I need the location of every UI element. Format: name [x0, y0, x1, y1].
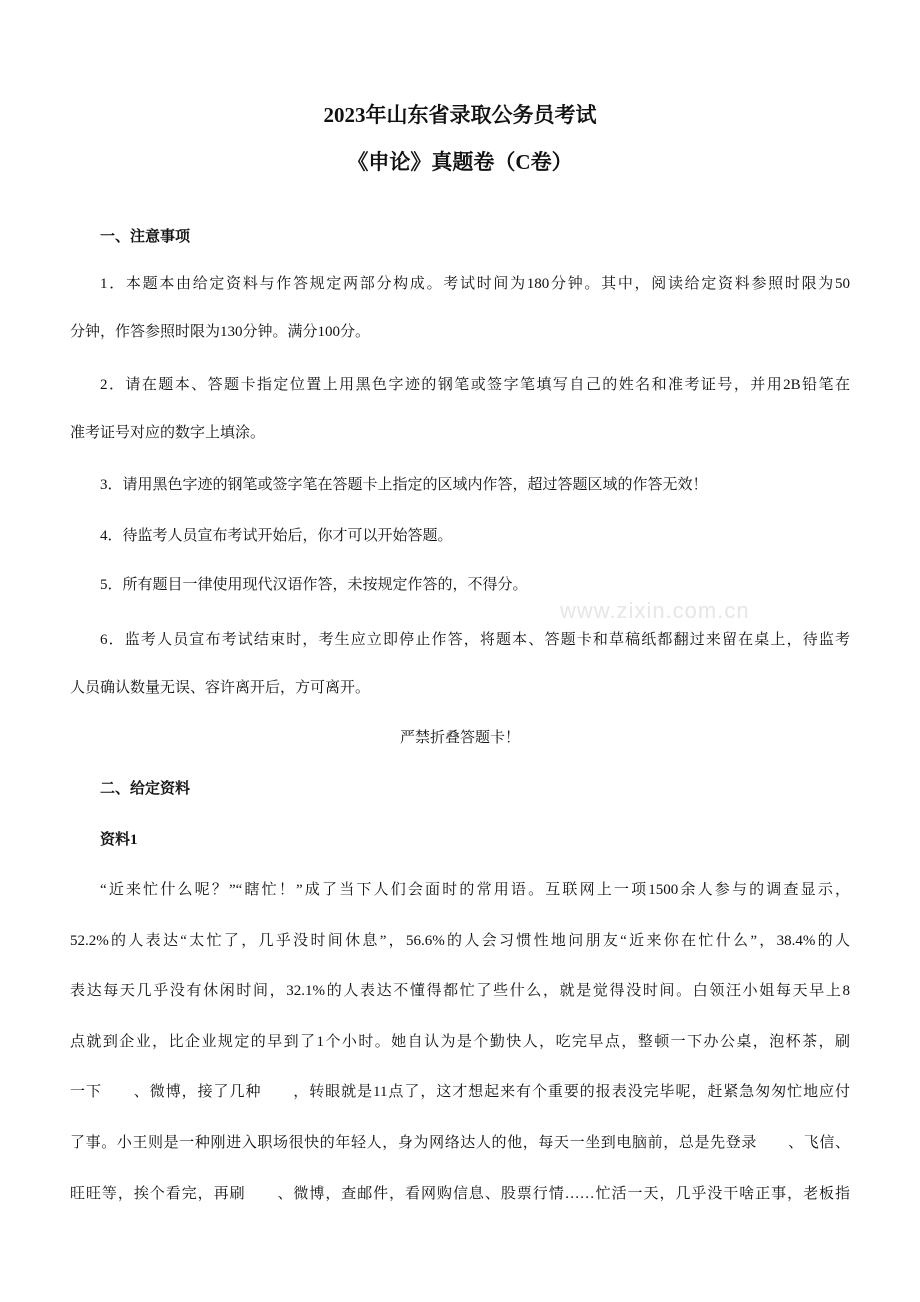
watermark: www.zixin.com.cn — [560, 598, 750, 623]
note-item-1-line-1: 1．本题本由给定资料与作答规定两部分构成。考试时间为180分钟。其中，阅读给定资料参照时限为50 — [100, 276, 850, 292]
material-line-4: 点就到企业，比企业规定的早到了1个小时。她自认为是个勤快人，吃完早点，整顿一下办公桌，泡杯茶，刷 — [70, 1034, 850, 1050]
note-item-1-line-2: 分钟，作答参照时限为130分钟。满分100分。 — [70, 324, 371, 340]
material-line-6: 了事。小王则是一种刚进入职场很快的年轻人，身为网络达人的他，每天一坐到电脑前，总是先登录 、飞信、 — [70, 1135, 850, 1151]
material-line-1: “近来忙什么呢？”“瞎忙！”成了当下人们会面时的常用语。互联网上一项1500余人参与的调查显示， — [100, 882, 850, 898]
note-item-6-line-1: 6．监考人员宣布考试结束时，考生应立即停止作答，将题本、答题卡和草稿纸都翻过来留在桌上，待监考 — [100, 632, 850, 648]
note-item-5: 5．所有题目一律使用现代汉语作答，未按规定作答的，不得分。 — [100, 577, 528, 593]
warning-text: 严禁折叠答题卡！ — [399, 730, 520, 746]
material-line-3: 表达每天几乎没有休闲时间，32.1%的人表达不懂得都忙了些什么，就是觉得没时间。白领汪小姐每天早上8 — [70, 983, 850, 999]
material-line-5: 一下 、微博，接了几种 ，转眼就是11点了，这才想起来有个重要的报表没完毕呢，赶紧急匆匆忙地应付 — [70, 1084, 850, 1100]
section-heading-materials: 二、给定资料 — [100, 781, 191, 797]
material-line-2: 52.2%的人表达“太忙了，几乎没时间休息”，56.6%的人会习惯性地问朋友“近来你在忙什么”，38.4%的人 — [70, 933, 850, 949]
material-label: 资料1 — [100, 832, 138, 848]
note-item-3: 3．请用黑色字迹的钢笔或签字笔在答题卡上指定的区域内作答，超过答题区域的作答无效！ — [100, 477, 708, 493]
material-line-7: 旺旺等，挨个看完，再刷 、微博，查邮件，看网购信息、股票行情……忙活一天，几乎没干啥正事，老板指 — [70, 1186, 850, 1202]
document-subtitle: 《申论》真题卷（C卷） — [347, 150, 573, 174]
note-item-2-line-1: 2．请在题本、答题卡指定位置上用黑色字迹的钢笔或签字笔填写自己的姓名和准考证号，并用2B铅笔在 — [100, 377, 850, 393]
note-item-2-line-2: 准考证号对应的数字上填涂。 — [70, 425, 266, 441]
note-item-6-line-2: 人员确认数量无误、容许离开后，方可离开。 — [70, 680, 371, 696]
section-heading-notes: 一、注意事项 — [100, 229, 191, 245]
note-item-4: 4．待监考人员宣布考试开始后，你才可以开始答题。 — [100, 528, 453, 544]
document-title: 2023年山东省录取公务员考试 — [323, 103, 597, 127]
